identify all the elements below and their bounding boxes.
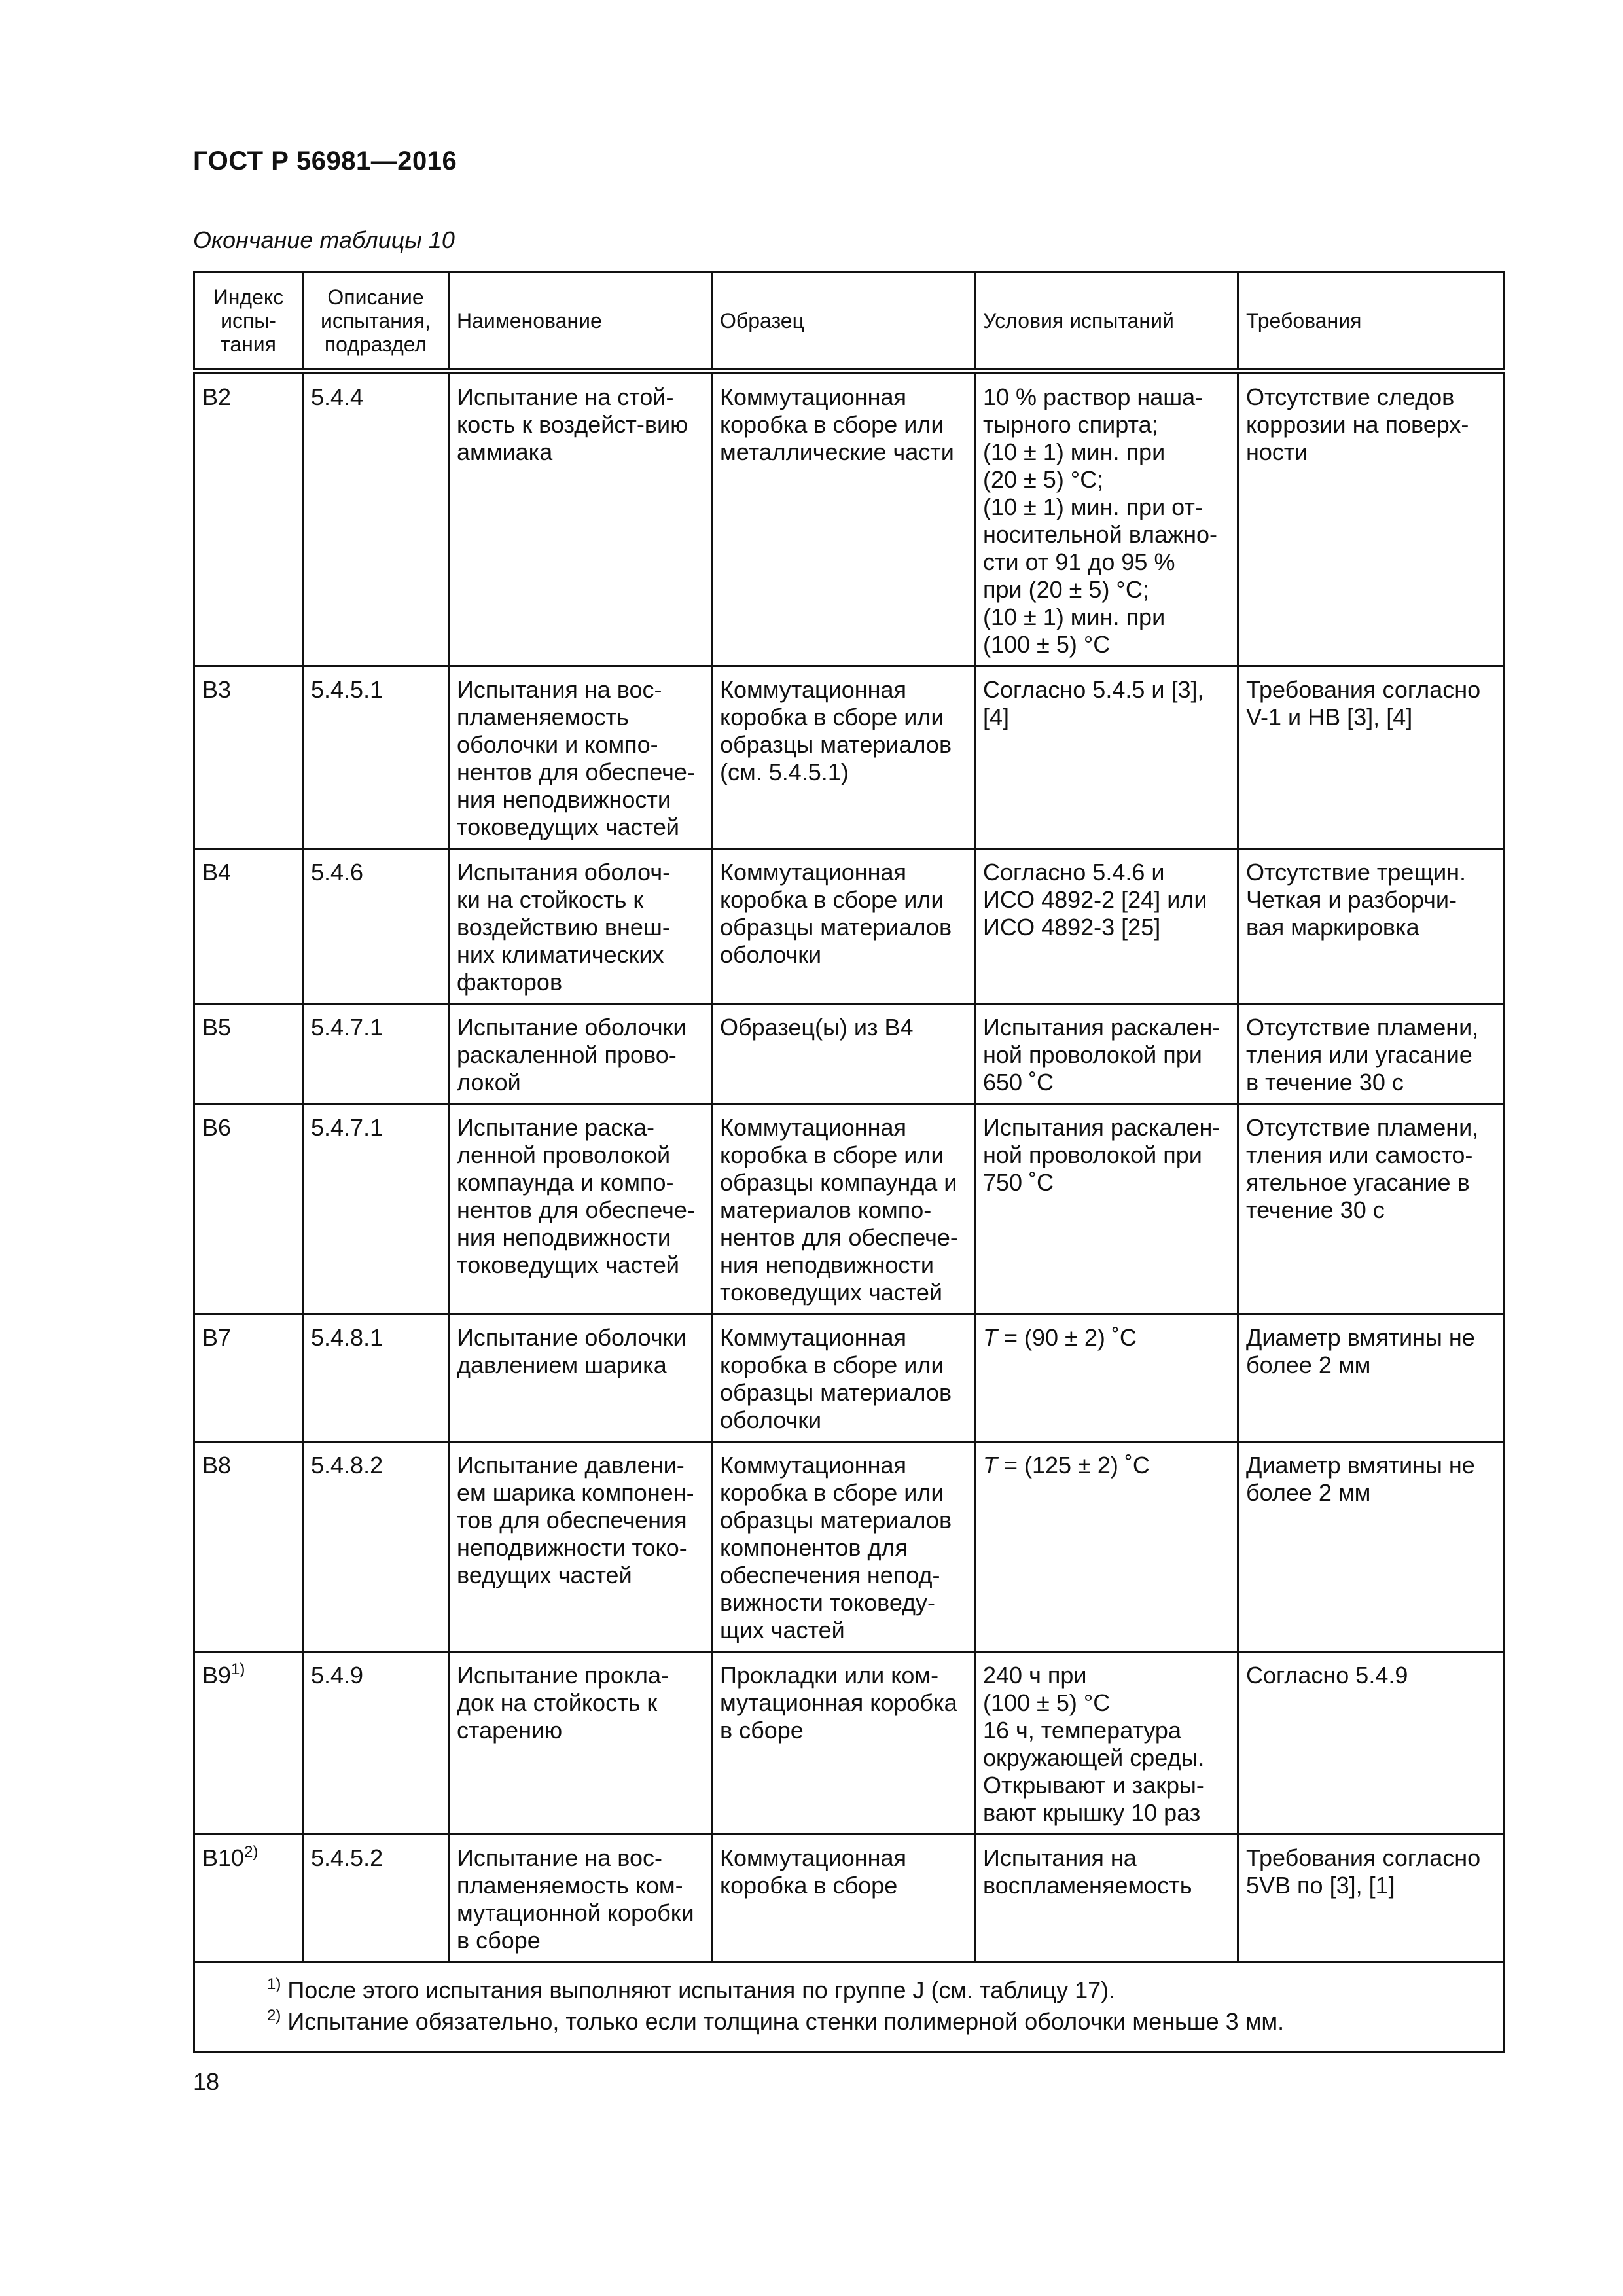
table-row — [194, 1442, 1505, 1652]
cell-name: Испытание на стой- кость к воздейст-вию аммиака — [449, 372, 712, 666]
cell-index: B2 — [194, 372, 303, 666]
table-row — [194, 1652, 1505, 1835]
cell-requirements: Диаметр вмятины не более 2 мм — [1238, 1314, 1505, 1442]
table-row — [194, 1835, 1505, 1962]
cell-sample: Коммутационная коробка в сборе или образцы материалов оболочки — [712, 1314, 975, 1442]
cell-section: 5.4.4 — [303, 372, 449, 666]
footnote-mark: 1) — [231, 1660, 245, 1678]
cell-index: B9$^{1)}$ — [194, 1652, 303, 1835]
table-row — [194, 1104, 1505, 1314]
document-title: ГОСТ Р 56981—2016 — [193, 147, 457, 175]
cell-section: 5.4.8.1 — [303, 1314, 449, 1442]
cell-name: Испытание оболочки давлением шарика — [449, 1314, 712, 1442]
table-caption: Окончание таблицы 10 — [193, 226, 455, 253]
page-number: 18 — [193, 2068, 220, 2095]
cell-requirements: Согласно 5.4.9 — [1238, 1652, 1505, 1835]
header-conditions: Условия испытаний — [975, 272, 1238, 372]
table-row — [194, 372, 1505, 666]
cell-index: B7 — [194, 1314, 303, 1442]
table-header-row — [194, 272, 1505, 372]
cell-section: 5.4.8.2 — [303, 1442, 449, 1652]
cell-name: Испытание давлени- ем шарика компонен- тов для обеспечения неподвижности токо- ведущих частей — [449, 1442, 712, 1652]
header-index: Индекс испы- тания — [194, 272, 303, 372]
header-sample: Образец — [712, 272, 975, 372]
cell-conditions: 240 ч при (100 ± 5) °С 16 ч, температура окружающей среды. Открывают и закры- вают крышку 10 раз — [975, 1652, 1238, 1835]
cell-sample: Прокладки или ком- мутационная коробка в сборе — [712, 1652, 975, 1835]
cell-conditions: Испытания раскален- ной проволокой при 750 ˚С — [975, 1104, 1238, 1314]
cell-section: 5.4.5.1 — [303, 666, 449, 849]
cell-section: 5.4.7.1 — [303, 1004, 449, 1104]
cell-sample: Коммутационная коробка в сборе или образцы материалов оболочки — [712, 849, 975, 1004]
cell-name: Испытание раска- ленной проволокой компаунда и компо- нентов для обеспече- ния неподвижности токоведущих частей — [449, 1104, 712, 1314]
cell-requirements: Диаметр вмятины не более 2 мм — [1238, 1442, 1505, 1652]
cell-sample: Коммутационная коробка в сборе — [712, 1835, 975, 1962]
footnote-mark: 2) — [244, 1843, 259, 1861]
cell-requirements: Отсутствие пламени, тления или самосто- ятельное угасание в течение 30 с — [1238, 1104, 1505, 1314]
cell-section: 5.4.9 — [303, 1652, 449, 1835]
table-notes — [194, 1962, 1505, 2052]
table-row — [194, 666, 1505, 849]
cell-name: Испытание на вос- пламеняемость ком- мутационной коробки в сборе — [449, 1835, 712, 1962]
header-description: Описание испытания, подраздел — [303, 272, 449, 372]
cell-sample: Образец(ы) из В4 — [712, 1004, 975, 1104]
cell-section: 5.4.5.2 — [303, 1835, 449, 1962]
cell-index: B6 — [194, 1104, 303, 1314]
cell-sample: Коммутационная коробка в сборе или образцы компаунда и материалов компо- нентов для обеспече- ния неподвижности токоведущих частей — [712, 1104, 975, 1314]
cell-index: B5 — [194, 1004, 303, 1104]
cell-section: 5.4.6 — [303, 849, 449, 1004]
cell-conditions: Т = (125 ± 2) ˚С — [975, 1442, 1238, 1652]
table-row — [194, 849, 1505, 1004]
cell-index: B3 — [194, 666, 303, 849]
cell-index: B10$^{2)}$ — [194, 1835, 303, 1962]
cell-index: B4 — [194, 849, 303, 1004]
cell-conditions: Согласно 5.4.6 и ИСО 4892-2 [24] или ИСО 4892-3 [25] — [975, 849, 1238, 1004]
footnote: $^{2)}$ Испытание обязательно, только если толщина стенки полимерной оболочки меньше 3 мм. — [267, 2007, 1285, 2035]
test-table — [193, 271, 1505, 2053]
cell-requirements: Отсутствие пламени, тления или угасание в течение 30 с — [1238, 1004, 1505, 1104]
table-row — [194, 1314, 1505, 1442]
header-name: Наименование — [449, 272, 712, 372]
header-requirements: Требования — [1238, 272, 1505, 372]
table-notes-row — [194, 1962, 1505, 2052]
cell-conditions: Т = (90 ± 2) ˚С — [975, 1314, 1238, 1442]
cell-name: Испытание оболочки раскаленной прово- локой — [449, 1004, 712, 1104]
cell-name: Испытание прокла- док на стойкость к старению — [449, 1652, 712, 1835]
table-row — [194, 1004, 1505, 1104]
cell-requirements: Требования согласно 5VB по [3], [1] — [1238, 1835, 1505, 1962]
footnote: $^{1)}$ После этого испытания выполняют испытания по группе J (см. таблицу 17). — [267, 1975, 1116, 2003]
cell-name: Испытания оболоч- ки на стойкость к воздействию внеш- них климатических факторов — [449, 849, 712, 1004]
cell-requirements: Отсутствие следов коррозии на поверх- ности — [1238, 372, 1505, 666]
cell-conditions: Испытания на воспламеняемость — [975, 1835, 1238, 1962]
cell-sample: Коммутационная коробка в сборе или образцы материалов компонентов для обеспечения непод- вижности токоведу- щих частей — [712, 1442, 975, 1652]
cell-conditions: 10 % раствор наша- тырного спирта; (10 ± 1) мин. при (20 ± 5) °С; (10 ± 1) мин. при от- носительной влажно- сти от 91 до 95 % при (20 ± 5) °С; (10 ± 1) мин. при (100 ± 5) °С — [975, 372, 1238, 666]
cell-name: Испытания на вос- пламеняемость оболочки и компо- нентов для обеспече- ния неподвижности токоведущих частей — [449, 666, 712, 849]
cell-conditions: Испытания раскален- ной проволокой при 650 ˚С — [975, 1004, 1238, 1104]
cell-requirements: Отсутствие трещин. Четкая и разборчи- вая маркировка — [1238, 849, 1505, 1004]
table-body — [194, 372, 1505, 1962]
cell-sample: Коммутационная коробка в сборе или металлические части — [712, 372, 975, 666]
cell-conditions: Согласно 5.4.5 и [3], [4] — [975, 666, 1238, 849]
cell-section: 5.4.7.1 — [303, 1104, 449, 1314]
cell-sample: Коммутационная коробка в сборе или образцы материалов (см. 5.4.5.1) — [712, 666, 975, 849]
cell-index: B8 — [194, 1442, 303, 1652]
cell-requirements: Требования согласно V-1 и НВ [3], [4] — [1238, 666, 1505, 849]
